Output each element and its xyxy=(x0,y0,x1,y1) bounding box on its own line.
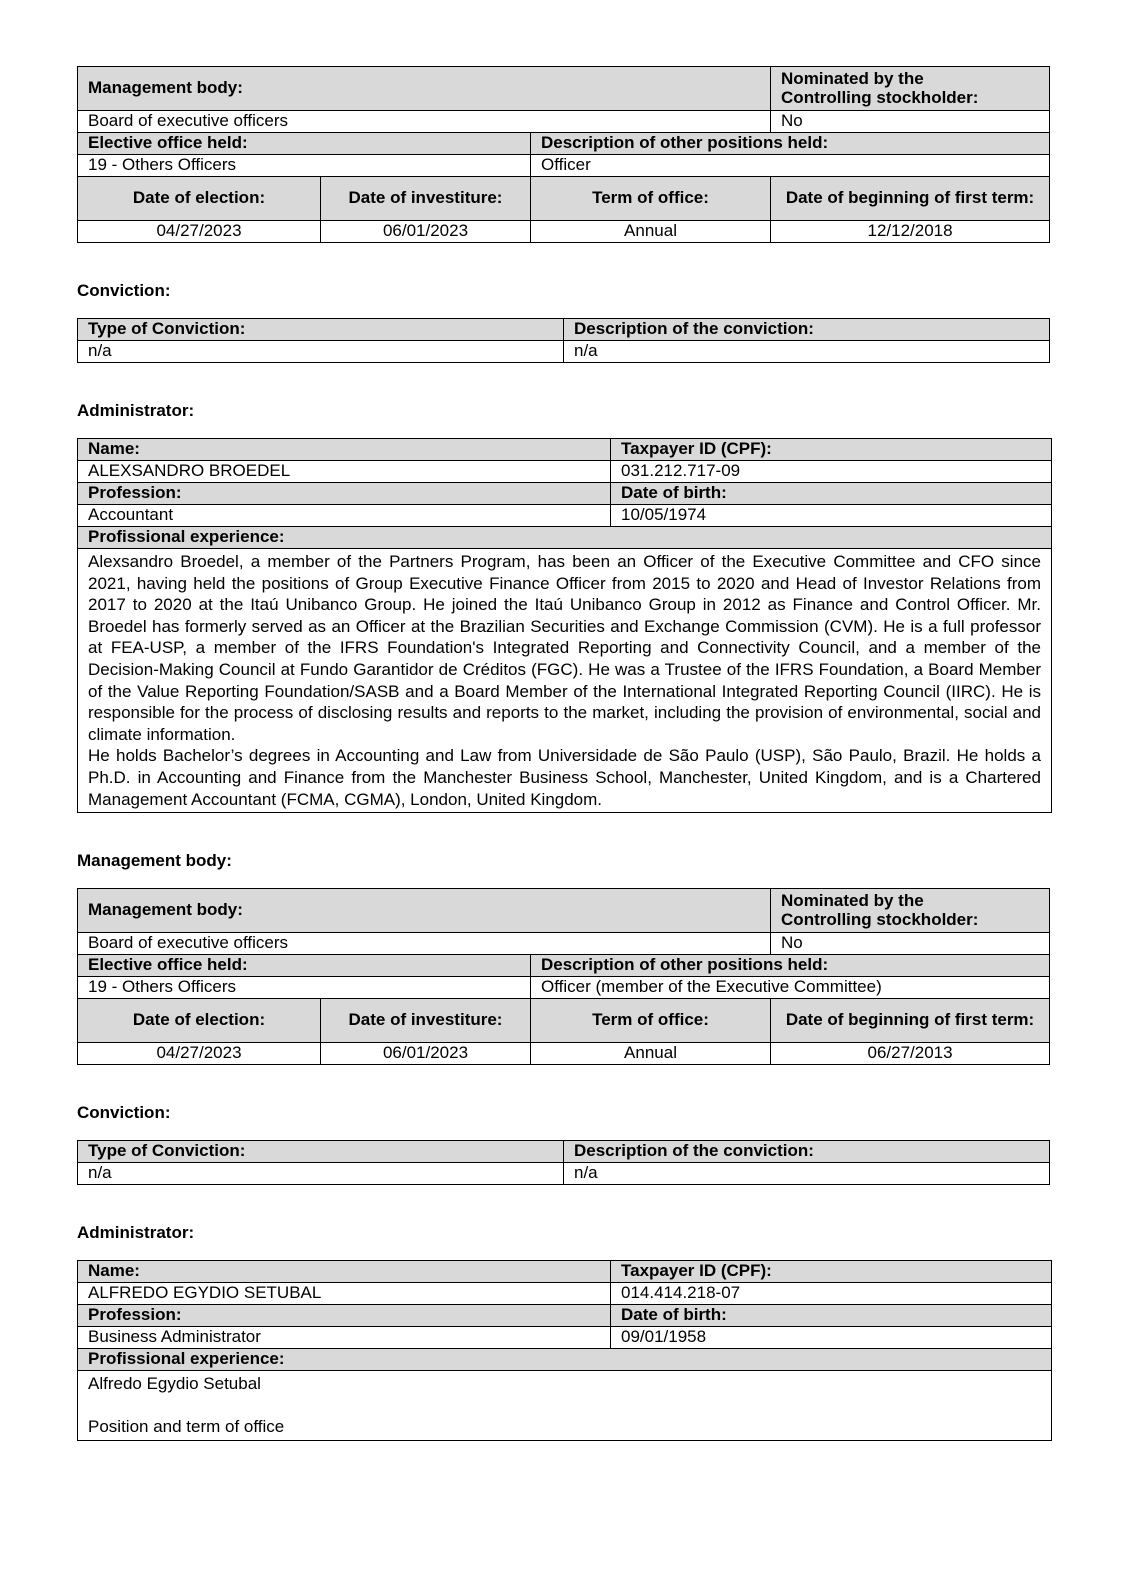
elective-office-value: 19 - Others Officers xyxy=(78,977,531,999)
name-value: ALEXSANDRO BROEDEL xyxy=(78,461,611,483)
conviction-description-label: Description of the conviction: xyxy=(564,319,1050,341)
administrator-heading: Administrator: xyxy=(77,1223,195,1243)
date-election-value: 04/27/2023 xyxy=(78,221,321,243)
first-term-value: 06/27/2013 xyxy=(771,1043,1050,1065)
experience-label: Profissional experience: xyxy=(78,527,1052,549)
term-office-label: Term of office: xyxy=(531,177,771,221)
profession-label: Profession: xyxy=(78,483,611,505)
document-page xyxy=(77,66,1050,1441)
experience-value xyxy=(78,1371,1052,1441)
conviction-heading: Conviction: xyxy=(77,281,171,300)
nominated-value: No xyxy=(771,111,1050,133)
date-election-label: Date of election: xyxy=(78,177,321,221)
name-label: Name: xyxy=(78,1261,611,1283)
first-term-label: Date of beginning of first term: xyxy=(771,177,1050,221)
nominated-label: Nominated by the Controlling stockholder: xyxy=(771,67,1050,111)
birth-value: 09/01/1958 xyxy=(611,1327,1052,1349)
date-investiture-label: Date of investiture: xyxy=(321,177,531,221)
date-investiture-value: 06/01/2023 xyxy=(321,1043,531,1065)
first-term-label: Date of beginning of first term: xyxy=(771,999,1050,1043)
nominated-value: No xyxy=(771,933,1050,955)
birth-label: Date of birth: xyxy=(611,483,1052,505)
experience-paragraph: Position and term of office xyxy=(88,1417,285,1437)
administrator-table-2 xyxy=(77,1260,1052,1441)
conviction-type-value: n/a xyxy=(78,341,564,363)
experience-paragraph: Alexsandro Broedel, a member of the Partners Program, has been an Officer of the Executive Committee and CFO since 2021, having held the positions of Group Executive Finance Officer from 2015 to 2020 and Head of Investor Relations from 2017 to 2020 at the Itaú Unibanco Group. He joined the Itaú Unibanco Group in 2012 as Finance and Control Officer. Mr. Broedel has formerly served as an Officer at the Brazilian Securities and Exchange Commission (CVM). He is a full professor at FEA-USP, a member of the IFRS Foundation's Integrated Reporting and Connectivity Council, and a member of the Decision-Making Council at Fundo Garantidor de Créditos (FGC). He was a Trustee of the IFRS Foundation, a Board Member of the Value Reporting Foundation/SASB and a Board Member of the International Integrated Reporting Council (IIRC). He is responsible for the process of disclosing results and reports to the market, including the provision of environmental, social and climate information. xyxy=(88,552,1041,744)
management-body-label: Management body: xyxy=(78,67,771,111)
elective-office-value: 19 - Others Officers xyxy=(78,155,531,177)
conviction-description-label: Description of the conviction: xyxy=(564,1141,1050,1163)
elective-office-label: Elective office held: xyxy=(78,955,531,977)
conviction-description-value: n/a xyxy=(564,1163,1050,1185)
cpf-value: 014.414.218-07 xyxy=(611,1283,1052,1305)
conviction-type-value: n/a xyxy=(78,1163,564,1185)
management-body-heading: Management body: xyxy=(77,851,232,871)
date-investiture-label: Date of investiture: xyxy=(321,999,531,1043)
other-positions-value: Officer (member of the Executive Committee) xyxy=(531,977,1050,999)
experience-paragraph: He holds Bachelor’s degrees in Accounting and Law from Universidade de São Paulo (USP), São Paulo, Brazil. He holds a Ph.D. in Accounting and Finance from the Manchester Business School, Manchester, United Kingdom, and is a Chartered Management Accountant (FCMA, CGMA), London, United Kingdom. xyxy=(88,746,1041,809)
date-election-value: 04/27/2023 xyxy=(78,1043,321,1065)
experience-label: Profissional experience: xyxy=(78,1349,1052,1371)
first-term-value: 12/12/2018 xyxy=(771,221,1050,243)
conviction-type-label: Type of Conviction: xyxy=(78,319,564,341)
experience-blank-line xyxy=(88,1395,1041,1417)
conviction-table-1 xyxy=(77,318,1050,363)
birth-value: 10/05/1974 xyxy=(611,505,1052,527)
birth-label: Date of birth: xyxy=(611,1305,1052,1327)
profession-value: Accountant xyxy=(78,505,611,527)
other-positions-label: Description of other positions held: xyxy=(531,133,1050,155)
nominated-label: Nominated by the Controlling stockholder: xyxy=(771,889,1050,933)
administrator-table-1 xyxy=(77,438,1052,813)
management-body-table-1 xyxy=(77,66,1050,243)
experience-value xyxy=(78,549,1052,813)
management-body-value: Board of executive officers xyxy=(78,111,771,133)
name-value: ALFREDO EGYDIO SETUBAL xyxy=(78,1283,611,1305)
name-label: Name: xyxy=(78,439,611,461)
date-investiture-value: 06/01/2023 xyxy=(321,221,531,243)
elective-office-label: Elective office held: xyxy=(78,133,531,155)
management-body-value: Board of executive officers xyxy=(78,933,771,955)
conviction-heading: Conviction: xyxy=(77,1103,171,1123)
administrator-heading: Administrator: xyxy=(77,401,195,420)
cpf-label: Taxpayer ID (CPF): xyxy=(611,439,1052,461)
cpf-label: Taxpayer ID (CPF): xyxy=(611,1261,1052,1283)
other-positions-label: Description of other positions held: xyxy=(531,955,1050,977)
date-election-label: Date of election: xyxy=(78,999,321,1043)
conviction-description-value: n/a xyxy=(564,341,1050,363)
profession-label: Profession: xyxy=(78,1305,611,1327)
term-office-value: Annual xyxy=(531,221,771,243)
cpf-value: 031.212.717-09 xyxy=(611,461,1052,483)
term-office-label: Term of office: xyxy=(531,999,771,1043)
management-body-table-2 xyxy=(77,888,1050,1065)
experience-paragraph: Alfredo Egydio Setubal xyxy=(88,1374,261,1394)
management-body-label: Management body: xyxy=(78,889,771,933)
conviction-table-2 xyxy=(77,1140,1050,1185)
profession-value: Business Administrator xyxy=(78,1327,611,1349)
conviction-type-label: Type of Conviction: xyxy=(78,1141,564,1163)
other-positions-value: Officer xyxy=(531,155,1050,177)
term-office-value: Annual xyxy=(531,1043,771,1065)
